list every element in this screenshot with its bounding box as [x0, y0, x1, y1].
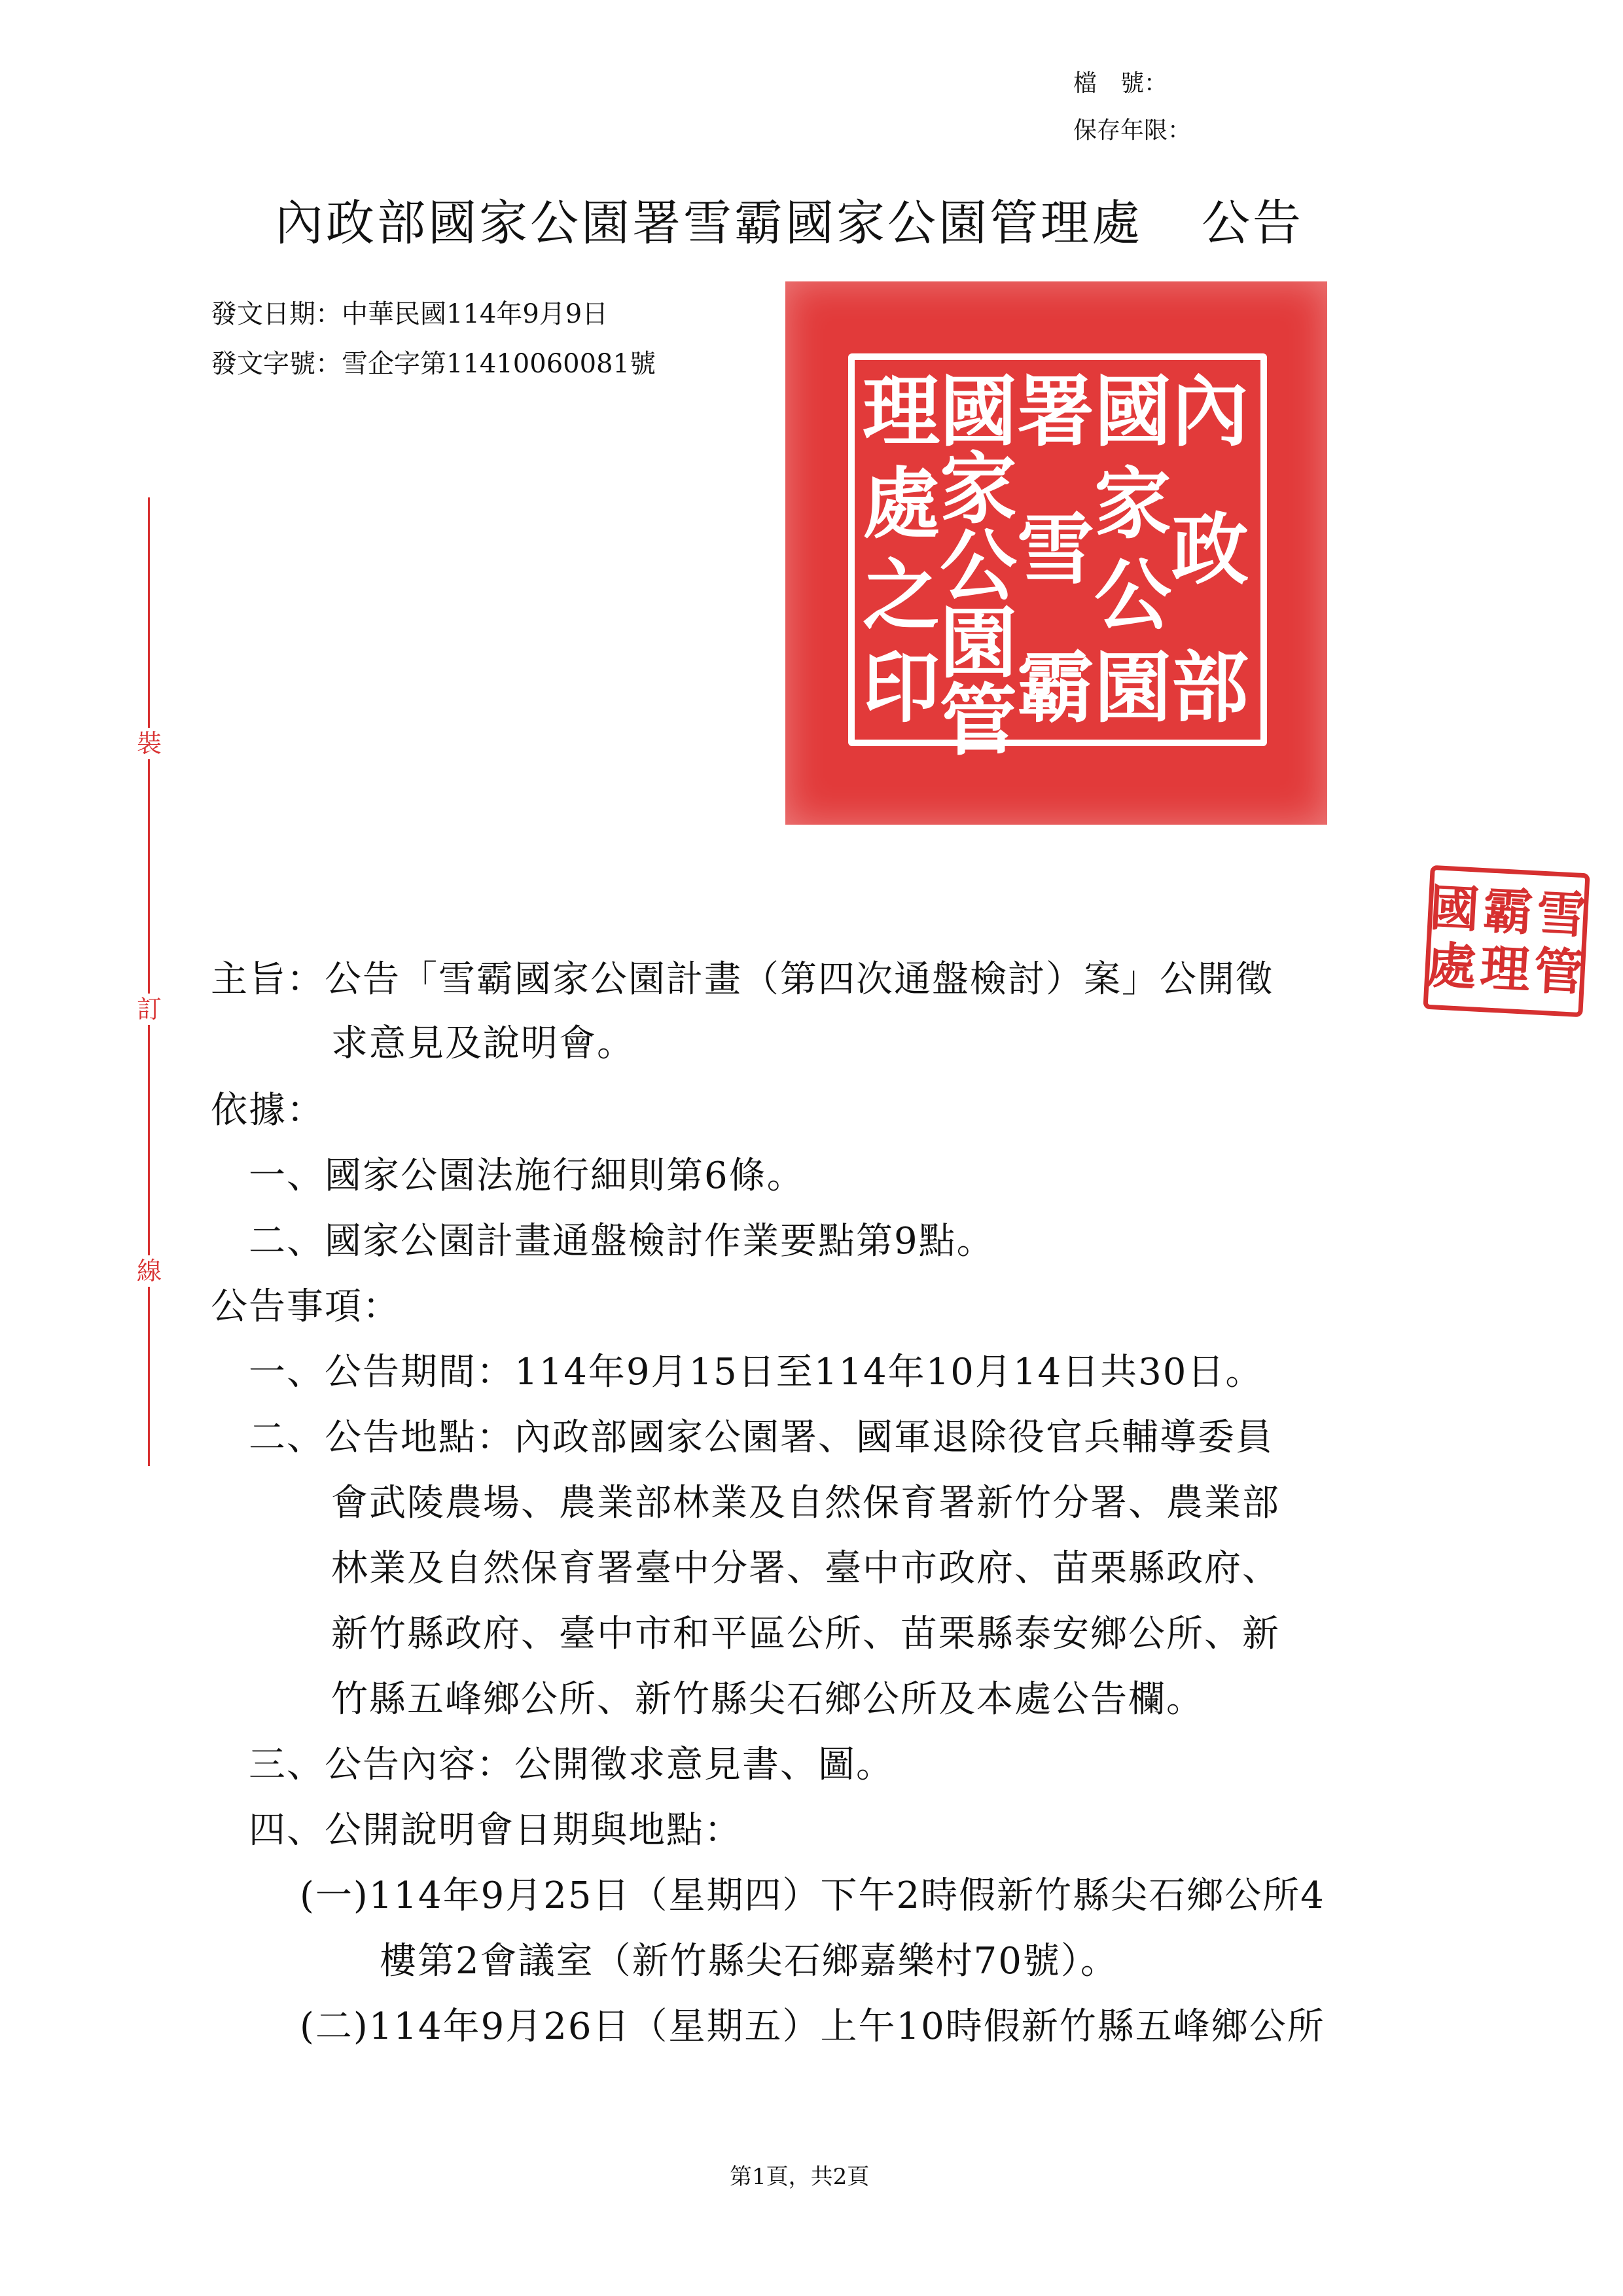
issue-number: 發文字號：雪企字第11410060081號 [211, 349, 656, 379]
subject-line-cont: 求意見及說明會。 [331, 1022, 635, 1065]
office-stamp [1423, 865, 1590, 1017]
file-number-label: 檔 號： [1073, 70, 1168, 97]
document-type: 公告 [1202, 195, 1304, 251]
notice-item-2-cont-2: 林業及自然保育署臺中分署、臺中市政府、苗栗縣政府、 [331, 1547, 1280, 1590]
notice-items-heading: 公告事項： [211, 1285, 401, 1328]
binding-mark-2: 訂 [135, 994, 164, 1025]
notice-item-4: 四、公開說明會日期與地點： [249, 1809, 742, 1852]
subject-line: 主旨：公告「雪霸國家公園計畫（第四次通盤檢討）案」公開徵 [211, 958, 1274, 1001]
notice-item-2-cont-3: 新竹縣政府、臺中市和平區公所、苗栗縣泰安鄉公所、新 [331, 1613, 1280, 1655]
issue-date: 發文日期：中華民國114年9月9日 [211, 299, 609, 329]
stamp-column-2: 霸 理 [1478, 881, 1535, 999]
file-info [1073, 60, 1191, 154]
seal-column-3: 署 雪 霸 [1017, 366, 1095, 733]
seal-column-2: 國 家 公 園 [1094, 366, 1172, 733]
retention-period-label: 保存年限： [1073, 117, 1192, 144]
basis-item-1: 一、國家公園法施行細則第6條。 [249, 1155, 805, 1197]
seal-frame [848, 353, 1267, 766]
official-seal [785, 281, 1327, 825]
binding-mark-1: 裝 [135, 728, 164, 759]
basis-item-2: 二、國家公園計畫通盤檢討作業要點第9點。 [249, 1220, 995, 1263]
binding-line [148, 497, 150, 1466]
agency-name: 內政部國家公園署雪霸國家公園管理處 [275, 195, 1143, 251]
stamp-column-1: 雪 管 [1532, 884, 1588, 1003]
meeting-item-2: (二)114年9月26日（星期五）上午10時假新竹縣五峰鄉公所 [300, 2005, 1325, 2048]
notice-item-2: 二、公告地點：內政部國家公園署、國軍退除役官兵輔導委員 [249, 1416, 1274, 1459]
meeting-item-1-cont: 樓第2會議室（新竹縣尖石鄉嘉樂村70號）。 [380, 1940, 1118, 1982]
seal-column-5: 理 處 之 印 [863, 366, 940, 733]
document-title [275, 185, 1304, 254]
meeting-item-1: (一)114年9月25日（星期四）下午2時假新竹縣尖石鄉公所4 [300, 1874, 1325, 1917]
binding-mark-3: 線 [135, 1255, 164, 1287]
stamp-column-3: 國 處 [1425, 878, 1481, 997]
page-number: 第1頁，共2頁 [730, 2164, 870, 2190]
notice-item-2-cont-1: 會武陵農場、農業部林業及自然保育署新竹分署、農業部 [331, 1482, 1280, 1524]
notice-item-3: 三、公告內容：公開徵求意見書、圖。 [249, 1744, 894, 1786]
seal-column-1: 內 政 部 [1171, 366, 1249, 733]
notice-item-2-cont-4: 竹縣五峰鄉公所、新竹縣尖石鄉公所及本處公告欄。 [331, 1678, 1204, 1721]
notice-item-1: 一、公告期間：114年9月15日至114年10月14日共30日。 [249, 1351, 1264, 1393]
seal-column-4: 國 家 公 園 管 [940, 366, 1018, 766]
basis-heading: 依據： [211, 1089, 325, 1132]
